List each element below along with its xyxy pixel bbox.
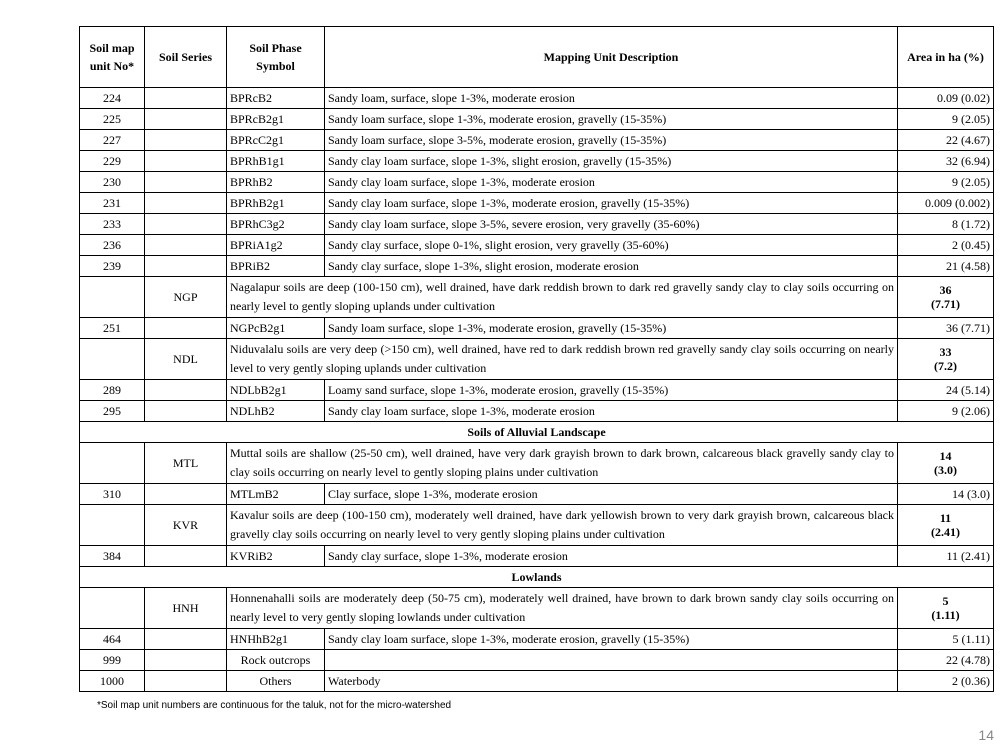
soil-map-unit-cell: 225 [80,109,145,130]
soil-series-cell [145,235,227,256]
area-percent: (1.11) [931,608,960,622]
soil-map-unit-cell: 224 [80,88,145,109]
soil-phase-symbol-cell: KVRiB2 [227,546,325,567]
area-percent: (7.71) [931,297,960,311]
table-row [80,130,994,151]
description-cell: Waterbody [325,671,898,692]
soil-series-cell [145,671,227,692]
description-cell: Sandy clay surface, slope 1-3%, slight erosion, moderate erosion [325,256,898,277]
section-header-row [80,567,994,588]
description-cell: Sandy clay loam surface, slope 1-3%, moderate erosion, gravelly (15-35%) [325,193,898,214]
soil-phase-symbol-cell: Rock outcrops [227,650,325,671]
soil-phase-symbol-cell: BPRiB2 [227,256,325,277]
area-cell: 8 (1.72) [898,214,994,235]
area-cell: 9 (2.05) [898,172,994,193]
soil-series-cell [145,88,227,109]
header-mapping-unit-description: Mapping Unit Description [325,27,898,88]
soil-series-cell [145,256,227,277]
table-row [80,256,994,277]
soil-map-unit-cell: 999 [80,650,145,671]
description-cell: Sandy clay loam surface, slope 1-3%, moderate erosion, gravelly (15-35%) [325,629,898,650]
soil-map-unit-cell: 233 [80,214,145,235]
table-row [80,671,994,692]
area-cell: 21 (4.58) [898,256,994,277]
soil-map-unit-cell: 464 [80,629,145,650]
area-cell: 0.09 (0.02) [898,88,994,109]
soil-map-unit-cell: 231 [80,193,145,214]
table-row [80,318,994,339]
area-cell: 0.009 (0.002) [898,193,994,214]
description-cell: Sandy clay surface, slope 1-3%, moderate erosion [325,546,898,567]
soil-series-row [80,505,994,546]
header-soil-map-unit: Soil map unit No* [80,27,145,88]
series-description-cell: Kavalur soils are deep (100-150 cm), moderately well drained, have dark yellowish brown to very dark grayish brown, calcareous black gravelly clay soils occurring on nearly level to very gently sloping plains under cultivation [227,505,898,546]
description-cell: Sandy loam, surface, slope 1-3%, moderate erosion [325,88,898,109]
soil-map-unit-cell: 1000 [80,671,145,692]
area-percent: (7.2) [934,359,957,373]
description-cell: Sandy clay loam surface, slope 1-3%, moderate erosion [325,401,898,422]
area-cell: 5 (1.11) [898,629,994,650]
soil-series-cell [145,380,227,401]
area-cell [898,339,994,380]
soil-phase-symbol-cell: HNHhB2g1 [227,629,325,650]
table-row [80,546,994,567]
soil-phase-symbol-cell: NDLbB2g1 [227,380,325,401]
soil-series-cell: NGP [145,277,227,318]
soil-series-cell [145,214,227,235]
soil-map-unit-cell: 384 [80,546,145,567]
soil-map-unit-cell: 251 [80,318,145,339]
description-cell: Sandy loam surface, slope 1-3%, moderate erosion, gravelly (15-35%) [325,318,898,339]
soil-series-cell [145,193,227,214]
soil-phase-symbol-cell: BPRcB2g1 [227,109,325,130]
area-cell: 24 (5.14) [898,380,994,401]
soil-phase-symbol-cell: BPRhB1g1 [227,151,325,172]
description-cell: Clay surface, slope 1-3%, moderate erosion [325,484,898,505]
description-cell [325,650,898,671]
table-row [80,109,994,130]
section-title: Soils of Alluvial Landscape [80,422,994,443]
header-soil-series: Soil Series [145,27,227,88]
soil-series-cell [145,109,227,130]
header-soil-phase-symbol: Soil Phase Symbol [227,27,325,88]
soil-series-cell [145,151,227,172]
table-row [80,172,994,193]
soil-phase-symbol-cell: BPRcB2 [227,88,325,109]
area-value: 36 [939,283,952,297]
soil-series-cell [145,629,227,650]
soil-series-cell [145,484,227,505]
soil-map-unit-cell [80,505,145,546]
soil-map-unit-cell [80,443,145,484]
description-cell: Sandy loam surface, slope 3-5%, moderate erosion, gravelly (15-35%) [325,130,898,151]
soil-phase-symbol-cell: BPRcC2g1 [227,130,325,151]
area-cell: 11 (2.41) [898,546,994,567]
header-area: Area in ha (%) [898,27,994,88]
soil-series-row [80,443,994,484]
soil-phase-symbol-cell: BPRhB2g1 [227,193,325,214]
table-row [80,401,994,422]
series-description-cell: Honnenahalli soils are moderately deep (50-75 cm), moderately well drained, have brown to dark brown sandy clay soils occurring on nearly level to very gently sloping lowlands under cultivation [227,588,898,629]
description-cell: Loamy sand surface, slope 1-3%, moderate erosion, gravelly (15-35%) [325,380,898,401]
table-row [80,88,994,109]
area-cell: 14 (3.0) [898,484,994,505]
soil-phase-symbol-cell: MTLmB2 [227,484,325,505]
soil-series-cell [145,172,227,193]
soil-series-cell: MTL [145,443,227,484]
series-description-cell: Nagalapur soils are deep (100-150 cm), well drained, have dark reddish brown to dark red gravelly sandy clay to clay soils occurring on nearly level to gently sloping uplands under cultivation [227,277,898,318]
table-row [80,151,994,172]
table-row [80,380,994,401]
area-cell [898,443,994,484]
soil-series-cell [145,130,227,151]
soil-series-cell [145,318,227,339]
footnote: *Soil map unit numbers are continuous for the taluk, not for the micro-watershed [97,700,452,711]
soil-series-row [80,339,994,380]
table-row [80,484,994,505]
series-description-cell: Niduvalalu soils are very deep (>150 cm), well drained, have red to dark reddish brown red gravelly sandy clay soils occurring on nearly level to very gently sloping uplands under cultivation [227,339,898,380]
soil-map-unit-cell [80,588,145,629]
soil-map-unit-cell: 229 [80,151,145,172]
area-cell [898,505,994,546]
soil-series-cell: NDL [145,339,227,380]
soil-phase-symbol-cell: BPRiA1g2 [227,235,325,256]
table-row [80,235,994,256]
soil-series-cell: KVR [145,505,227,546]
area-cell: 36 (7.71) [898,318,994,339]
table-row [80,650,994,671]
soil-map-unit-cell [80,277,145,318]
soil-phase-symbol-cell: Others [227,671,325,692]
description-cell: Sandy clay loam surface, slope 1-3%, slight erosion, gravelly (15-35%) [325,151,898,172]
soil-phase-symbol-cell: NGPcB2g1 [227,318,325,339]
table-body [80,88,994,692]
page-number: 14 [978,727,994,743]
area-cell: 22 (4.67) [898,130,994,151]
table-row [80,629,994,650]
table-row [80,193,994,214]
description-cell: Sandy clay loam surface, slope 3-5%, severe erosion, very gravelly (35-60%) [325,214,898,235]
soil-series-cell [145,546,227,567]
area-value: 14 [939,449,952,463]
area-cell: 22 (4.78) [898,650,994,671]
description-cell: Sandy clay surface, slope 0-1%, slight erosion, very gravelly (35-60%) [325,235,898,256]
soil-series-row [80,588,994,629]
area-cell: 2 (0.36) [898,671,994,692]
area-cell [898,588,994,629]
table-row [80,214,994,235]
soil-map-unit-cell: 236 [80,235,145,256]
area-value: 11 [939,511,952,525]
section-title: Lowlands [80,567,994,588]
section-header-row [80,422,994,443]
series-description-cell: Muttal soils are shallow (25-50 cm), well drained, have very dark grayish brown to dark brown, calcareous black gravelly sandy clay to clay soils occurring on nearly level to gently sloping plains under cultivation [227,443,898,484]
soil-phase-symbol-cell: NDLhB2 [227,401,325,422]
description-cell: Sandy loam surface, slope 1-3%, moderate erosion, gravelly (15-35%) [325,109,898,130]
soil-map-unit-cell: 289 [80,380,145,401]
area-percent: (3.0) [934,463,957,477]
soil-series-row [80,277,994,318]
soil-map-unit-cell: 295 [80,401,145,422]
soil-map-unit-cell: 227 [80,130,145,151]
area-cell: 32 (6.94) [898,151,994,172]
description-cell: Sandy clay loam surface, slope 1-3%, moderate erosion [325,172,898,193]
soil-map-unit-cell: 239 [80,256,145,277]
area-percent: (2.41) [931,525,960,539]
area-cell: 9 (2.06) [898,401,994,422]
soil-map-unit-cell: 310 [80,484,145,505]
soil-mapping-table [79,26,994,692]
area-value: 5 [942,594,949,608]
area-cell [898,277,994,318]
soil-phase-symbol-cell: BPRhC3g2 [227,214,325,235]
area-value: 33 [939,345,952,359]
soil-series-cell [145,650,227,671]
soil-phase-symbol-cell: BPRhB2 [227,172,325,193]
soil-series-cell: HNH [145,588,227,629]
soil-map-unit-cell: 230 [80,172,145,193]
soil-map-unit-cell [80,339,145,380]
area-cell: 2 (0.45) [898,235,994,256]
soil-series-cell [145,401,227,422]
header-row [80,27,994,88]
area-cell: 9 (2.05) [898,109,994,130]
